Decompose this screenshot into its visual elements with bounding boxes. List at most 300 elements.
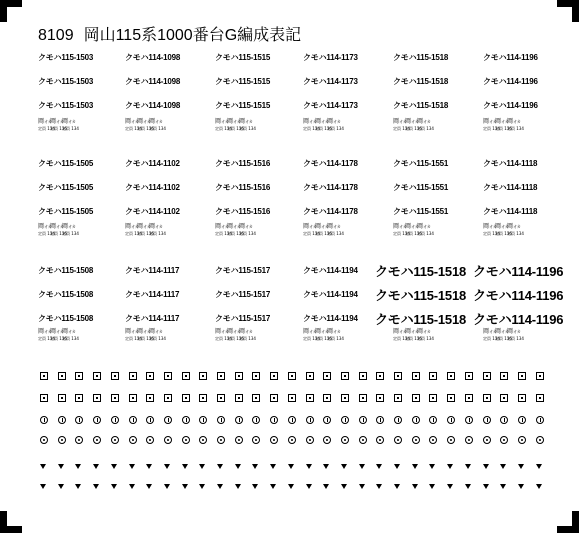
circle-1-mark-icon [75, 416, 83, 424]
circle-2-mark-icon [447, 436, 455, 444]
depot-kanji: 岡 [393, 223, 400, 230]
car-number-plate: クモハ115-1518 [393, 77, 449, 86]
capacity-label: 定員 134 [303, 336, 320, 341]
depot-suffix: オカ [309, 119, 317, 124]
square-mark-icon [93, 372, 101, 380]
depot-kanji: 岡 [507, 118, 514, 125]
circle-2-mark-icon [217, 436, 225, 444]
circle-1-mark-icon [412, 416, 420, 424]
depot-suffix: オカ [245, 119, 253, 124]
capacity-label: 定員 134 [393, 126, 410, 131]
depot-kanji: 岡 [125, 223, 132, 230]
square-mark-icon [518, 372, 526, 380]
square-mark-icon [465, 372, 473, 380]
square-mark-icon [217, 394, 225, 402]
triangle-mark-icon [483, 484, 489, 489]
car-number-plate: クモハ115-1518 [375, 264, 467, 279]
capacity-label: 定員 134 [62, 336, 79, 341]
triangle-mark-icon [412, 484, 418, 489]
square-mark-icon [306, 394, 314, 402]
car-number-plate: クモハ114-1098 [125, 77, 181, 86]
circle-2-mark-icon [483, 436, 491, 444]
depot-kanji: 岡 [149, 223, 156, 230]
car-number-plate: クモハ115-1518 [375, 312, 467, 327]
car-number-plate: クモハ115-1518 [393, 53, 449, 62]
circle-1-mark-icon [518, 416, 526, 424]
depot-kanji: 岡 [239, 328, 246, 335]
triangle-mark-icon [217, 484, 223, 489]
depot-kanji: 岡 [125, 118, 132, 125]
triangle-mark-icon [500, 484, 506, 489]
square-mark-icon [483, 372, 491, 380]
capacity-label: 定員 134 [417, 336, 434, 341]
capacity-label: 定員 134 [483, 336, 500, 341]
triangle-mark-icon [306, 484, 312, 489]
triangle-mark-icon [359, 484, 365, 489]
capacity-label: 定員 136 [137, 231, 154, 236]
car-number-plate: クモハ114-1102 [125, 183, 180, 192]
car-number-plate: クモハ114-1118 [483, 207, 538, 216]
capacity-label: 定員 134 [62, 231, 79, 236]
depot-suffix: オカ [245, 329, 253, 334]
circle-1-mark-icon [58, 416, 66, 424]
capacity-label: 定員 136 [227, 231, 244, 236]
depot-mark-group [38, 223, 78, 237]
circle-1-mark-icon [429, 416, 437, 424]
triangle-mark-icon [146, 464, 152, 469]
depot-suffix: オカ [399, 119, 407, 124]
capacity-label: 定員 134 [125, 336, 142, 341]
depot-mark [507, 223, 521, 230]
triangle-mark-icon [58, 484, 64, 489]
depot-kanji: 岡 [239, 223, 246, 230]
capacity-label: 定員 136 [495, 126, 512, 131]
circle-2-mark-icon [536, 436, 544, 444]
car-number-plate: クモハ114-1196 [473, 312, 564, 327]
triangle-mark-icon [93, 464, 99, 469]
depot-suffix: オカ [423, 224, 431, 229]
triangle-mark-icon [518, 464, 524, 469]
depot-suffix: オカ [56, 119, 64, 124]
depot-mark-group [303, 118, 343, 132]
depot-kanji: 岡 [215, 328, 222, 335]
depot-mark-group [483, 223, 523, 237]
depot-kanji: 岡 [495, 223, 502, 230]
depot-suffix: オカ [143, 119, 151, 124]
circle-2-mark-icon [146, 436, 154, 444]
square-mark-icon [75, 394, 83, 402]
capacity-label: 定員 136 [50, 231, 67, 236]
depot-mark-group [215, 328, 255, 342]
square-mark-icon [235, 372, 243, 380]
capacity-label: 定員 134 [215, 126, 232, 131]
capacity-label: 定員 136 [315, 126, 332, 131]
triangle-mark-icon [306, 464, 312, 469]
triangle-mark-icon [182, 484, 188, 489]
depot-mark [62, 223, 76, 230]
car-number-plate: クモハ115-1517 [215, 290, 271, 299]
capacity-label: 定員 134 [149, 231, 166, 236]
depot-kanji: 岡 [405, 223, 412, 230]
square-mark-icon [518, 394, 526, 402]
triangle-mark-icon [536, 484, 542, 489]
depot-mark [149, 118, 163, 125]
capacity-label: 定員 136 [405, 231, 422, 236]
depot-suffix: オカ [233, 119, 241, 124]
capacity-label: 定員 136 [227, 336, 244, 341]
car-number-plate: クモハ114-1196 [473, 264, 564, 279]
triangle-mark-icon [129, 484, 135, 489]
depot-mark [149, 223, 163, 230]
circle-2-mark-icon [500, 436, 508, 444]
square-mark-icon [111, 394, 119, 402]
circle-2-mark-icon [270, 436, 278, 444]
capacity-label: 定員 134 [483, 126, 500, 131]
depot-suffix: オカ [131, 329, 139, 334]
triangle-mark-icon [447, 464, 453, 469]
depot-suffix: オカ [143, 329, 151, 334]
car-number-plate: クモハ115-1505 [38, 159, 94, 168]
square-mark-icon [323, 372, 331, 380]
depot-kanji: 岡 [303, 328, 310, 335]
depot-suffix: オカ [245, 224, 253, 229]
depot-mark-group [38, 328, 78, 342]
capacity-label: 定員 134 [507, 126, 524, 131]
depot-suffix: オカ [411, 119, 419, 124]
car-number-plate: クモハ115-1508 [38, 314, 94, 323]
capacity-label: 定員 136 [495, 231, 512, 236]
square-mark-icon [500, 394, 508, 402]
triangle-mark-icon [429, 464, 435, 469]
square-mark-icon [536, 372, 544, 380]
square-mark-icon [164, 372, 172, 380]
circle-1-mark-icon [394, 416, 402, 424]
depot-kanji: 岡 [137, 328, 144, 335]
car-number-plate: クモハ115-1508 [38, 290, 94, 299]
triangle-mark-icon [235, 484, 241, 489]
depot-mark-group [215, 223, 255, 237]
capacity-label: 定員 134 [38, 231, 55, 236]
depot-kanji: 岡 [405, 118, 412, 125]
depot-mark-group [483, 328, 523, 342]
depot-suffix: オカ [321, 119, 329, 124]
car-number-plate: クモハ115-1503 [38, 77, 94, 86]
car-number-plate: クモハ115-1551 [393, 159, 449, 168]
capacity-label: 定員 134 [507, 231, 524, 236]
square-mark-icon [111, 372, 119, 380]
depot-suffix: オカ [233, 224, 241, 229]
depot-suffix: オカ [501, 329, 509, 334]
car-number-plate: クモハ114-1102 [125, 207, 180, 216]
depot-mark [62, 118, 76, 125]
depot-mark-group [125, 328, 165, 342]
depot-suffix: オカ [56, 224, 64, 229]
depot-kanji: 岡 [50, 223, 57, 230]
square-mark-icon [306, 372, 314, 380]
capacity-label: 定員 136 [405, 336, 422, 341]
capacity-label: 定員 134 [149, 126, 166, 131]
depot-mark [62, 328, 76, 335]
depot-mark-group [393, 223, 433, 237]
capacity-label: 定員 134 [38, 336, 55, 341]
circle-2-mark-icon [412, 436, 420, 444]
triangle-mark-icon [465, 464, 471, 469]
circle-1-mark-icon [93, 416, 101, 424]
circle-2-mark-icon [252, 436, 260, 444]
depot-kanji: 岡 [393, 118, 400, 125]
circle-1-mark-icon [129, 416, 137, 424]
depot-suffix: オカ [68, 329, 76, 334]
circle-2-mark-icon [429, 436, 437, 444]
car-number-plate: クモハ115-1505 [38, 183, 94, 192]
triangle-mark-icon [376, 484, 382, 489]
circle-1-mark-icon [252, 416, 260, 424]
circle-2-mark-icon [182, 436, 190, 444]
depot-kanji: 岡 [137, 118, 144, 125]
car-number-plate: クモハ115-1518 [393, 101, 449, 110]
car-number-plate: クモハ114-1098 [125, 53, 181, 62]
capacity-label: 定員 134 [327, 231, 344, 236]
circle-1-mark-icon [376, 416, 384, 424]
car-number-plate: クモハ114-1194 [303, 266, 358, 275]
depot-suffix: オカ [68, 119, 76, 124]
capacity-label: 定員 134 [507, 336, 524, 341]
square-mark-icon [394, 394, 402, 402]
depot-kanji: 岡 [405, 328, 412, 335]
circle-1-mark-icon [500, 416, 508, 424]
depot-kanji: 岡 [303, 223, 310, 230]
depot-mark-group [303, 223, 343, 237]
car-number-plate: クモハ115-1516 [215, 207, 271, 216]
triangle-mark-icon [182, 464, 188, 469]
triangle-mark-icon [235, 464, 241, 469]
depot-mark-group [393, 328, 433, 342]
triangle-mark-icon [164, 484, 170, 489]
circle-1-mark-icon [306, 416, 314, 424]
circle-1-mark-icon [217, 416, 225, 424]
depot-kanji: 岡 [393, 328, 400, 335]
depot-mark [417, 118, 431, 125]
depot-suffix: オカ [221, 329, 229, 334]
depot-suffix: オカ [44, 224, 52, 229]
product-name: 岡山115系1000番台G編成表記 [83, 27, 302, 44]
circle-1-mark-icon [447, 416, 455, 424]
square-mark-icon [129, 394, 137, 402]
square-mark-icon [182, 394, 190, 402]
depot-kanji: 岡 [417, 223, 424, 230]
triangle-mark-icon [341, 484, 347, 489]
capacity-label: 定員 136 [50, 336, 67, 341]
depot-kanji: 岡 [417, 118, 424, 125]
depot-kanji: 岡 [483, 223, 490, 230]
capacity-label: 定員 134 [125, 231, 142, 236]
circle-1-mark-icon [288, 416, 296, 424]
capacity-label: 定員 134 [393, 231, 410, 236]
capacity-label: 定員 134 [215, 231, 232, 236]
square-mark-icon [235, 394, 243, 402]
depot-kanji: 岡 [227, 328, 234, 335]
depot-kanji: 岡 [327, 223, 334, 230]
circle-2-mark-icon [323, 436, 331, 444]
car-number-plate: クモハ114-1102 [125, 159, 180, 168]
capacity-label: 定員 136 [227, 126, 244, 131]
capacity-label: 定員 134 [303, 231, 320, 236]
circle-1-mark-icon [465, 416, 473, 424]
car-number-plate: クモハ115-1515 [215, 101, 271, 110]
capacity-label: 定員 134 [239, 126, 256, 131]
capacity-label: 定員 134 [483, 231, 500, 236]
triangle-mark-icon [93, 484, 99, 489]
depot-suffix: オカ [513, 119, 521, 124]
circle-1-mark-icon [341, 416, 349, 424]
square-mark-icon [199, 394, 207, 402]
triangle-mark-icon [217, 464, 223, 469]
depot-suffix: オカ [423, 119, 431, 124]
triangle-mark-icon [429, 484, 435, 489]
capacity-label: 定員 136 [315, 336, 332, 341]
triangle-mark-icon [270, 464, 276, 469]
depot-suffix: オカ [56, 329, 64, 334]
triangle-mark-icon [500, 464, 506, 469]
depot-suffix: オカ [68, 224, 76, 229]
depot-kanji: 岡 [125, 328, 132, 335]
depot-kanji: 岡 [495, 328, 502, 335]
square-mark-icon [323, 394, 331, 402]
depot-mark-group [303, 328, 343, 342]
circle-1-mark-icon [235, 416, 243, 424]
square-mark-icon [270, 372, 278, 380]
triangle-mark-icon [129, 464, 135, 469]
depot-kanji: 岡 [62, 118, 69, 125]
square-mark-icon [465, 394, 473, 402]
triangle-mark-icon [536, 464, 542, 469]
capacity-label: 定員 134 [393, 336, 410, 341]
capacity-label: 定員 136 [405, 126, 422, 131]
triangle-mark-icon [164, 464, 170, 469]
circle-1-mark-icon [182, 416, 190, 424]
square-mark-icon [376, 372, 384, 380]
depot-suffix: オカ [131, 224, 139, 229]
triangle-mark-icon [288, 484, 294, 489]
capacity-label: 定員 136 [137, 336, 154, 341]
depot-suffix: オカ [155, 224, 163, 229]
circle-1-mark-icon [359, 416, 367, 424]
depot-kanji: 岡 [483, 118, 490, 125]
car-number-plate: クモハ115-1516 [215, 159, 271, 168]
circle-1-mark-icon [323, 416, 331, 424]
depot-mark-group [125, 223, 165, 237]
car-number-plate: クモハ114-1118 [483, 159, 538, 168]
depot-suffix: オカ [489, 329, 497, 334]
square-mark-icon [270, 394, 278, 402]
depot-kanji: 岡 [315, 223, 322, 230]
depot-suffix: オカ [321, 329, 329, 334]
depot-mark-group [38, 118, 78, 132]
car-number-plate: クモハ114-1173 [303, 101, 358, 110]
depot-kanji: 岡 [327, 118, 334, 125]
car-number-plate: クモハ114-1098 [125, 101, 181, 110]
car-number-plate: クモハ114-1117 [125, 266, 180, 275]
circle-1-mark-icon [40, 416, 48, 424]
depot-mark [149, 328, 163, 335]
car-number-plate: クモハ114-1178 [303, 183, 358, 192]
square-mark-icon [146, 394, 154, 402]
car-number-plate: クモハ114-1178 [303, 207, 358, 216]
depot-suffix: オカ [333, 224, 341, 229]
depot-suffix: オカ [513, 224, 521, 229]
square-mark-icon [412, 372, 420, 380]
depot-suffix: オカ [221, 119, 229, 124]
depot-kanji: 岡 [137, 223, 144, 230]
circle-2-mark-icon [288, 436, 296, 444]
triangle-mark-icon [394, 464, 400, 469]
capacity-label: 定員 136 [495, 336, 512, 341]
car-number-plate: クモハ115-1551 [393, 183, 449, 192]
circle-2-mark-icon [518, 436, 526, 444]
car-number-plate: クモハ114-1178 [303, 159, 358, 168]
depot-kanji: 岡 [327, 328, 334, 335]
depot-mark [417, 328, 431, 335]
depot-kanji: 岡 [38, 328, 45, 335]
circle-2-mark-icon [58, 436, 66, 444]
depot-mark [417, 223, 431, 230]
depot-suffix: オカ [44, 329, 52, 334]
square-mark-icon [341, 372, 349, 380]
depot-kanji: 岡 [50, 118, 57, 125]
depot-mark [327, 223, 341, 230]
square-mark-icon [429, 394, 437, 402]
square-mark-icon [199, 372, 207, 380]
depot-suffix: オカ [44, 119, 52, 124]
circle-2-mark-icon [129, 436, 137, 444]
depot-kanji: 岡 [417, 328, 424, 335]
square-mark-icon [429, 372, 437, 380]
depot-kanji: 岡 [227, 223, 234, 230]
circle-1-mark-icon [146, 416, 154, 424]
depot-suffix: オカ [513, 329, 521, 334]
capacity-label: 定員 134 [327, 126, 344, 131]
car-number-plate: クモハ114-1196 [483, 77, 538, 86]
depot-suffix: オカ [333, 329, 341, 334]
capacity-label: 定員 134 [239, 336, 256, 341]
capacity-label: 定員 136 [50, 126, 67, 131]
depot-suffix: オカ [309, 224, 317, 229]
triangle-mark-icon [58, 464, 64, 469]
triangle-mark-icon [270, 484, 276, 489]
triangle-mark-icon [146, 484, 152, 489]
depot-kanji: 岡 [62, 328, 69, 335]
depot-mark [507, 328, 521, 335]
depot-kanji: 岡 [38, 223, 45, 230]
triangle-mark-icon [323, 484, 329, 489]
square-mark-icon [288, 372, 296, 380]
triangle-mark-icon [323, 464, 329, 469]
depot-mark [327, 118, 341, 125]
circle-2-mark-icon [376, 436, 384, 444]
circle-2-mark-icon [306, 436, 314, 444]
circle-2-mark-icon [341, 436, 349, 444]
triangle-mark-icon [252, 464, 258, 469]
square-mark-icon [412, 394, 420, 402]
circle-1-mark-icon [270, 416, 278, 424]
triangle-mark-icon [341, 464, 347, 469]
car-number-plate: クモハ114-1173 [303, 53, 358, 62]
car-number-plate: クモハ114-1117 [125, 290, 180, 299]
car-number-plate: クモハ115-1503 [38, 53, 94, 62]
capacity-label: 定員 134 [303, 126, 320, 131]
depot-suffix: オカ [321, 224, 329, 229]
square-mark-icon [536, 394, 544, 402]
